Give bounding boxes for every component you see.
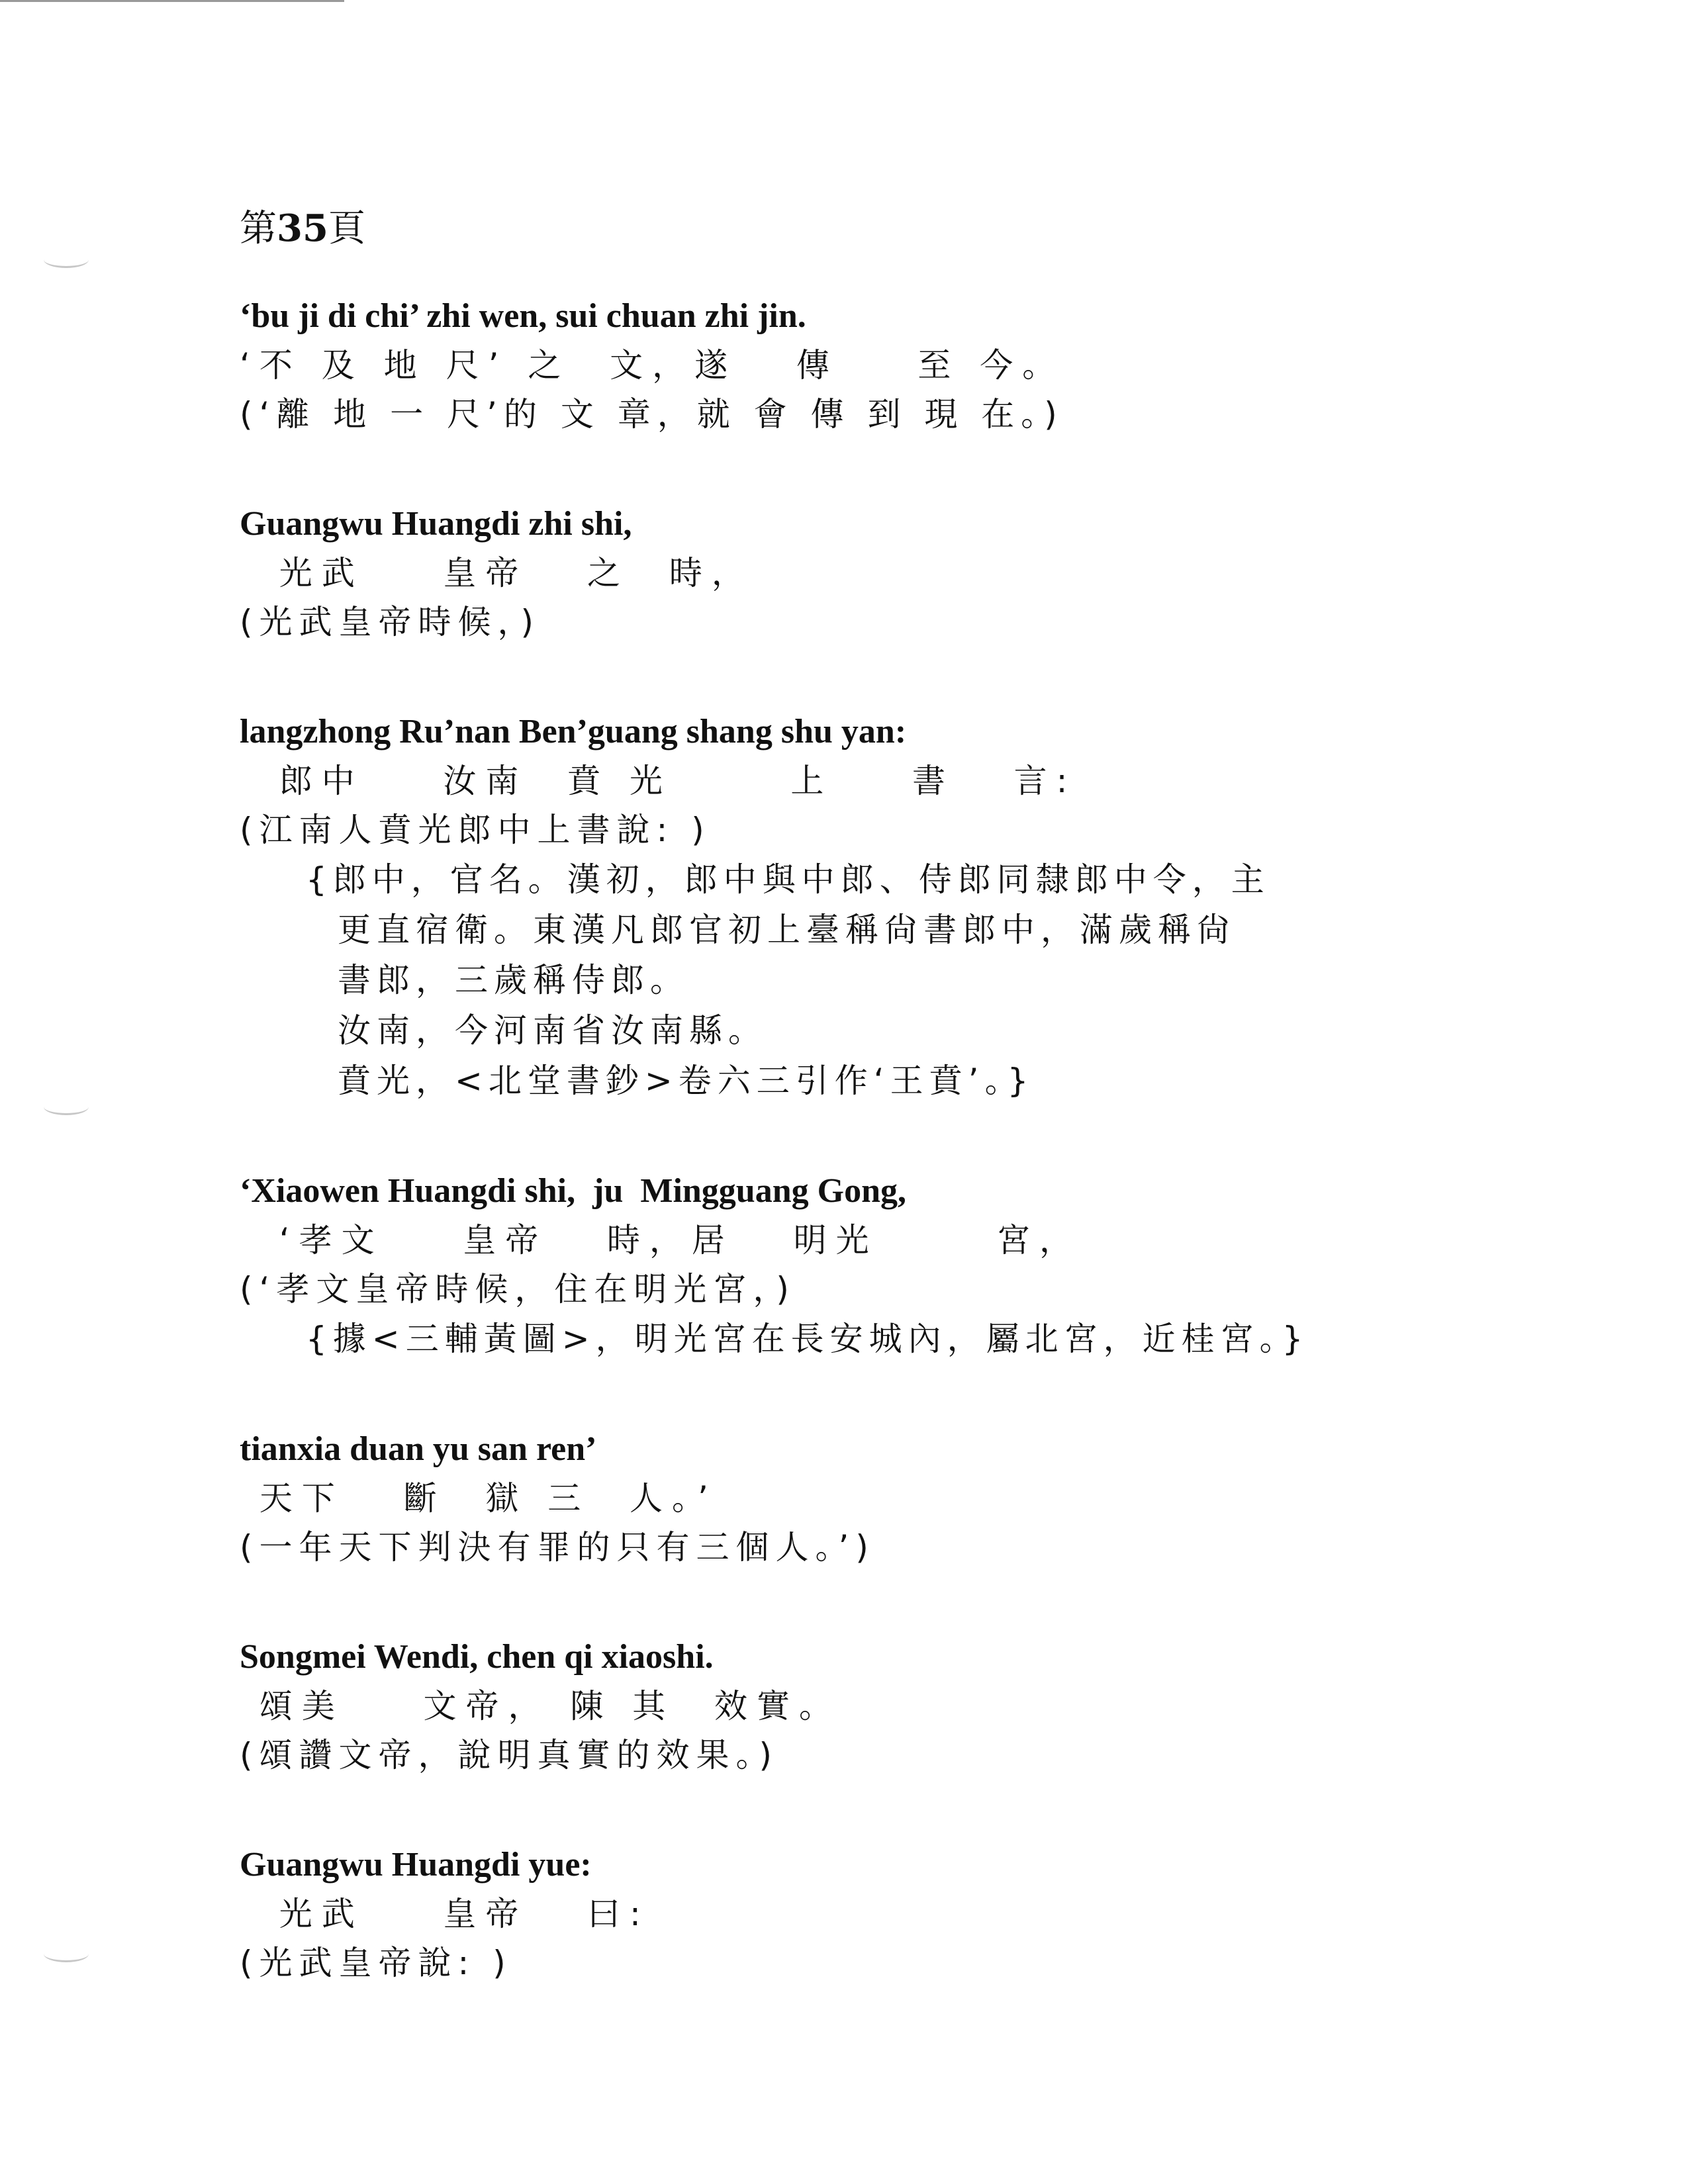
- pinyin-line: Songmei Wendi, chen qi xiaoshi.: [240, 1638, 714, 1676]
- verse-block-5: [240, 1405, 1497, 1572]
- pinyin-line: tianxia duan yu san ren’: [240, 1430, 597, 1468]
- modern-gloss: (‘孝文皇帝時候，住在明光宮，): [240, 1270, 796, 1308]
- chinese-line: 郎中 汝南 賁 光 上 書 言:: [240, 762, 1077, 800]
- annotation-note: {郎中，官名。漢初，郎中與中郎、侍郎同隸郎中令，主: [306, 860, 1270, 899]
- verse-block-1: [240, 272, 1497, 439]
- chinese-line: 頌美 文帝， 陳 其 效實。: [240, 1687, 842, 1725]
- verse-block-7: [240, 1821, 1497, 1987]
- pinyin-line: langzhong Ru’nan Ben’guang shang shu yan:: [240, 713, 907, 751]
- annotation-note: {據<三輔黃圖>，明光宮在長安城內，屬北宮，近桂宮。}: [306, 1320, 1309, 1358]
- scan-edge-rule: [0, 0, 344, 2]
- annotation-note: 更直宿衛。東漢凡郎官初上臺稱尙書郎中，滿歲稱尙: [338, 911, 1236, 949]
- chinese-line: ‘不 及 地 尺’ 之 文，遂 傳 至 今。: [240, 346, 1065, 385]
- page-title-suffix: 頁: [328, 207, 365, 250]
- modern-gloss: (頌讚文帝，說明真實的效果。): [240, 1736, 779, 1774]
- modern-gloss: (江南人賁光郎中上書說: ): [240, 811, 711, 849]
- verse-block-6: [240, 1613, 1497, 1780]
- page-number: 35: [277, 206, 328, 250]
- annotation-note: 賁光，<北堂書鈔>卷六三引作‘王賁’。}: [338, 1062, 1035, 1100]
- chinese-line: 天下 斷 獄 三 人。’: [240, 1479, 718, 1518]
- verse-block-2: [240, 480, 1497, 647]
- pinyin-line: ‘bu ji di chi’ zhi wen, sui chuan zhi jin.: [240, 297, 806, 335]
- verse-block-4: [240, 1147, 1497, 1364]
- annotation-note: 書郎，三歲稱侍郎。: [338, 961, 689, 999]
- pinyin-line: Guangwu Huangdi zhi shi,: [240, 505, 632, 543]
- chinese-line: ‘孝文 皇帝 時，居 明光 宮，: [240, 1221, 1082, 1259]
- modern-gloss: (光武皇帝說: ): [240, 1944, 512, 1982]
- modern-gloss: (光武皇帝時候，): [240, 603, 541, 641]
- annotation-note: 汝南，今河南省汝南縣。: [338, 1011, 767, 1050]
- pinyin-line: ‘Xiaowen Huangdi shi, ju Mingguang Gong,: [240, 1172, 907, 1210]
- page-title: [240, 199, 1497, 259]
- document-page: [240, 199, 1497, 2028]
- pinyin-line: Guangwu Huangdi yue:: [240, 1846, 592, 1884]
- modern-gloss: (一年天下判決有罪的只有三個人。’): [240, 1528, 875, 1567]
- chinese-line: 光武 皇帝 之 時，: [240, 554, 754, 592]
- chinese-line: 光武 皇帝 曰:: [240, 1895, 650, 1933]
- punch-hole-mark: [44, 1099, 89, 1115]
- verse-block-3: [240, 688, 1497, 1106]
- modern-gloss: (‘離 地 一 尺’的 文 章，就 會 傳 到 現 在。): [240, 395, 1064, 433]
- punch-hole-mark: [44, 1946, 89, 1962]
- page-title-prefix: 第: [240, 207, 277, 250]
- punch-hole-mark: [44, 251, 89, 268]
